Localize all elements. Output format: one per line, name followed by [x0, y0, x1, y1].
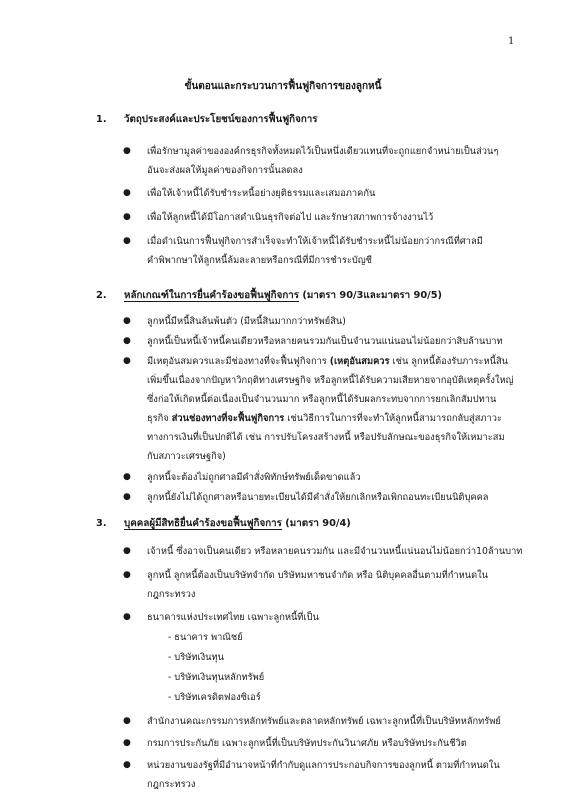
- list-item: [123, 712, 501, 731]
- bullet-icon: ●: [123, 760, 131, 770]
- list-item-line: เพื่อรักษามูลค่าขององค์กรธุรกิจทั้งหมดไว้เป็นหนึ่งเดียวแทนที่จะถูกแยกจำหน่ายเป็นส่วนๆ: [147, 146, 499, 157]
- list-item: [123, 542, 523, 561]
- section-number: 1.: [96, 114, 107, 125]
- section-title: หลักเกณฑ์ในการยื่นคำร้องขอฟื้นฟูกิจการ: [124, 290, 300, 301]
- list-item: [123, 608, 319, 627]
- list-item: [123, 352, 514, 466]
- list-item-line: ลูกหนี้ยังไม่ได้ถูกศาลหรือนายทะเบียนได้มีคำสั่งให้ยกเลิกหรือเพิกถอนทะเบียนนิติบุคคล: [147, 492, 489, 503]
- list-item-line: ลูกหนี้จะต้องไม่ถูกศาลมีคำสั่งพิทักษ์ทรัพย์เด็ดขาดแล้ว: [147, 472, 361, 483]
- list-item: [123, 756, 500, 794]
- section-number: 2.: [96, 290, 107, 301]
- list-item-line: เพื่อให้เจ้าหนี้ได้รับชำระหนี้อย่างยุติธรรมและเสมอภาคกัน: [147, 188, 376, 199]
- list-item-line: ลูกหนี้เป็นหนี้เจ้าหนี้คนเดียวหรือหลายคนรวมกันเป็นจำนวนแน่นอนไม่น้อยกว่าสิบล้านบาท: [147, 336, 503, 347]
- section-title: บุคคลผู้มีสิทธิยื่นคำร้องขอฟื้นฟูกิจการ: [124, 518, 282, 529]
- list-item-line: เจ้าหนี้ ซึ่งอาจเป็นคนเดียว หรือหลายคนรวมกัน และมีจำนวนหนี้แน่นอนไม่น้อยกว่า10ล้านบาท: [147, 546, 523, 557]
- list-item-line: กรมการประกันภัย เฉพาะลูกหนี้ที่เป็นบริษัทประกันวินาศภัย หรือบริษัทประกันชีวิต: [147, 738, 467, 749]
- sub-list-item: - บริษัทเครดิตฟองซิเอร์: [168, 692, 261, 703]
- section-title: วัตถุประสงค์และประโยชน์ของการฟื้นฟูกิจการ: [124, 114, 318, 125]
- bullet-icon: ●: [123, 236, 131, 246]
- list-item-line: หน่วยงานของรัฐที่มีอำนาจหน้าที่กำกับดูแลการประกอบกิจการของลูกหนี้ ตามที่กำหนดใน: [147, 760, 500, 771]
- list-item-line: คำพิพากษาให้ลูกหนี้ล้มละลายหรือกรณีที่มีการชำระบัญชี: [147, 255, 372, 266]
- sub-list-item: - ธนาคาร พาณิชย์: [168, 632, 243, 643]
- list-item-line: ธุรกิจ ส่วนช่องทางที่จะฟื้นฟูกิจการ เช่นวิธีการในการที่จะทำให้ลูกหนี้สามารถกลับสู่สภาวะ: [147, 413, 502, 424]
- sub-list-item: - บริษัทเงินทุนหลักทรัพย์: [168, 672, 265, 683]
- list-item-line: ธนาคารแห่งประเทศไทย เฉพาะลูกหนี้ที่เป็น: [147, 612, 319, 623]
- list-item: [123, 232, 483, 270]
- bullet-icon: ●: [123, 612, 131, 622]
- bullet-icon: ●: [123, 492, 131, 502]
- list-item: [123, 734, 467, 753]
- list-item-line: เพื่อให้ลูกหนี้ได้มีโอกาสดำเนินธุรกิจต่อไป และรักษาสภาพการจ้างงานไว้: [147, 212, 434, 223]
- section-title-reference: (มาตรา 90/3และมาตรา 90/5): [299, 290, 443, 301]
- list-item-line: สำนักงานคณะกรรมการหลักทรัพย์และตลาดหลักทรัพย์ เฉพาะลูกหนี้ที่เป็นบริษัทหลักทรัพย์: [147, 716, 501, 727]
- list-item: [123, 312, 346, 331]
- section-title-reference: (มาตรา 90/4): [281, 518, 351, 529]
- bullet-icon: ●: [123, 316, 131, 326]
- sub-list-item: - บริษัทเงินทุน: [168, 652, 225, 663]
- list-item: [123, 488, 489, 507]
- page-title: ขั้นตอนและกระบวนการฟื้นฟูกิจการของลูกหนี้: [184, 81, 382, 92]
- list-item-line: ซึ่งก่อให้เกิดหนี้ต่อเนื่องเป็นจำนวนมาก หรือลูกหนี้ได้รับผลกระทบจากการยกเลิกสัมปทาน: [147, 394, 497, 405]
- page-number: 1: [508, 36, 515, 47]
- bullet-icon: ●: [123, 212, 131, 222]
- list-item-line: เมื่อดำเนินการฟื้นฟูกิจการสำเร็จจะทำให้เจ้าหนี้ได้รับชำระหนี้ไม่น้อยกว่ากรณีที่ศาลมี: [147, 236, 483, 247]
- list-item: [123, 142, 499, 180]
- list-item-line: กับสภาวะเศรษฐกิจ): [147, 451, 226, 462]
- bullet-icon: ●: [123, 356, 131, 366]
- bullet-icon: ●: [123, 716, 131, 726]
- bullet-icon: ●: [123, 188, 131, 198]
- section-1-heading: [96, 112, 318, 127]
- list-item: [123, 566, 489, 604]
- list-item: [123, 332, 503, 351]
- list-item-line: กฎกระทรวง: [147, 589, 196, 600]
- list-item-line: ทางการเงินที่เป็นปกติได้ เช่น การปรับโครงสร้างหนี้ หรือปรับลักษณะของธุรกิจให้เหมาะสม: [147, 432, 505, 443]
- list-item-line: เพิ่มขึ้นเนื่องจากปัญหาวิกฤติทางเศรษฐกิจ หรือลูกหนี้ได้รับความเสียหายจากอุบัติเหตุครั้งใหญ่: [147, 375, 514, 386]
- list-item-line: มีเหตุอันสมควรและมีช่องทางที่จะฟื้นฟูกิจการ (เหตุอันสมควร เช่น ลูกหนี้ต้องรับภาระหนี้สิน: [147, 356, 508, 367]
- section-number: 3.: [96, 518, 107, 529]
- list-item-line: ลูกหนี้ ลูกหนี้ต้องเป็นบริษัทจำกัด บริษัทมหาชนจำกัด หรือ นิติบุคคลอื่นตามที่กำหนดใน: [147, 570, 489, 581]
- list-item: [123, 468, 361, 487]
- section-2-heading: [96, 288, 442, 303]
- list-item: [123, 184, 376, 203]
- bullet-icon: ●: [123, 546, 131, 556]
- bullet-icon: ●: [123, 336, 131, 346]
- list-item: [123, 208, 434, 227]
- bullet-icon: ●: [123, 146, 131, 156]
- bullet-icon: ●: [123, 570, 131, 580]
- list-item-line: กฎกระทรวง: [147, 779, 196, 790]
- section-3-heading: [96, 516, 351, 531]
- list-item-line: อันจะส่งผลให้มูลค่าของกิจการนั้นลดลง: [147, 165, 303, 176]
- bullet-icon: ●: [123, 738, 131, 748]
- bullet-icon: ●: [123, 472, 131, 482]
- list-item-line: ลูกหนี้มีหนี้สินล้นพ้นตัว (มีหนี้สินมากกว่าทรัพย์สิน): [147, 316, 346, 327]
